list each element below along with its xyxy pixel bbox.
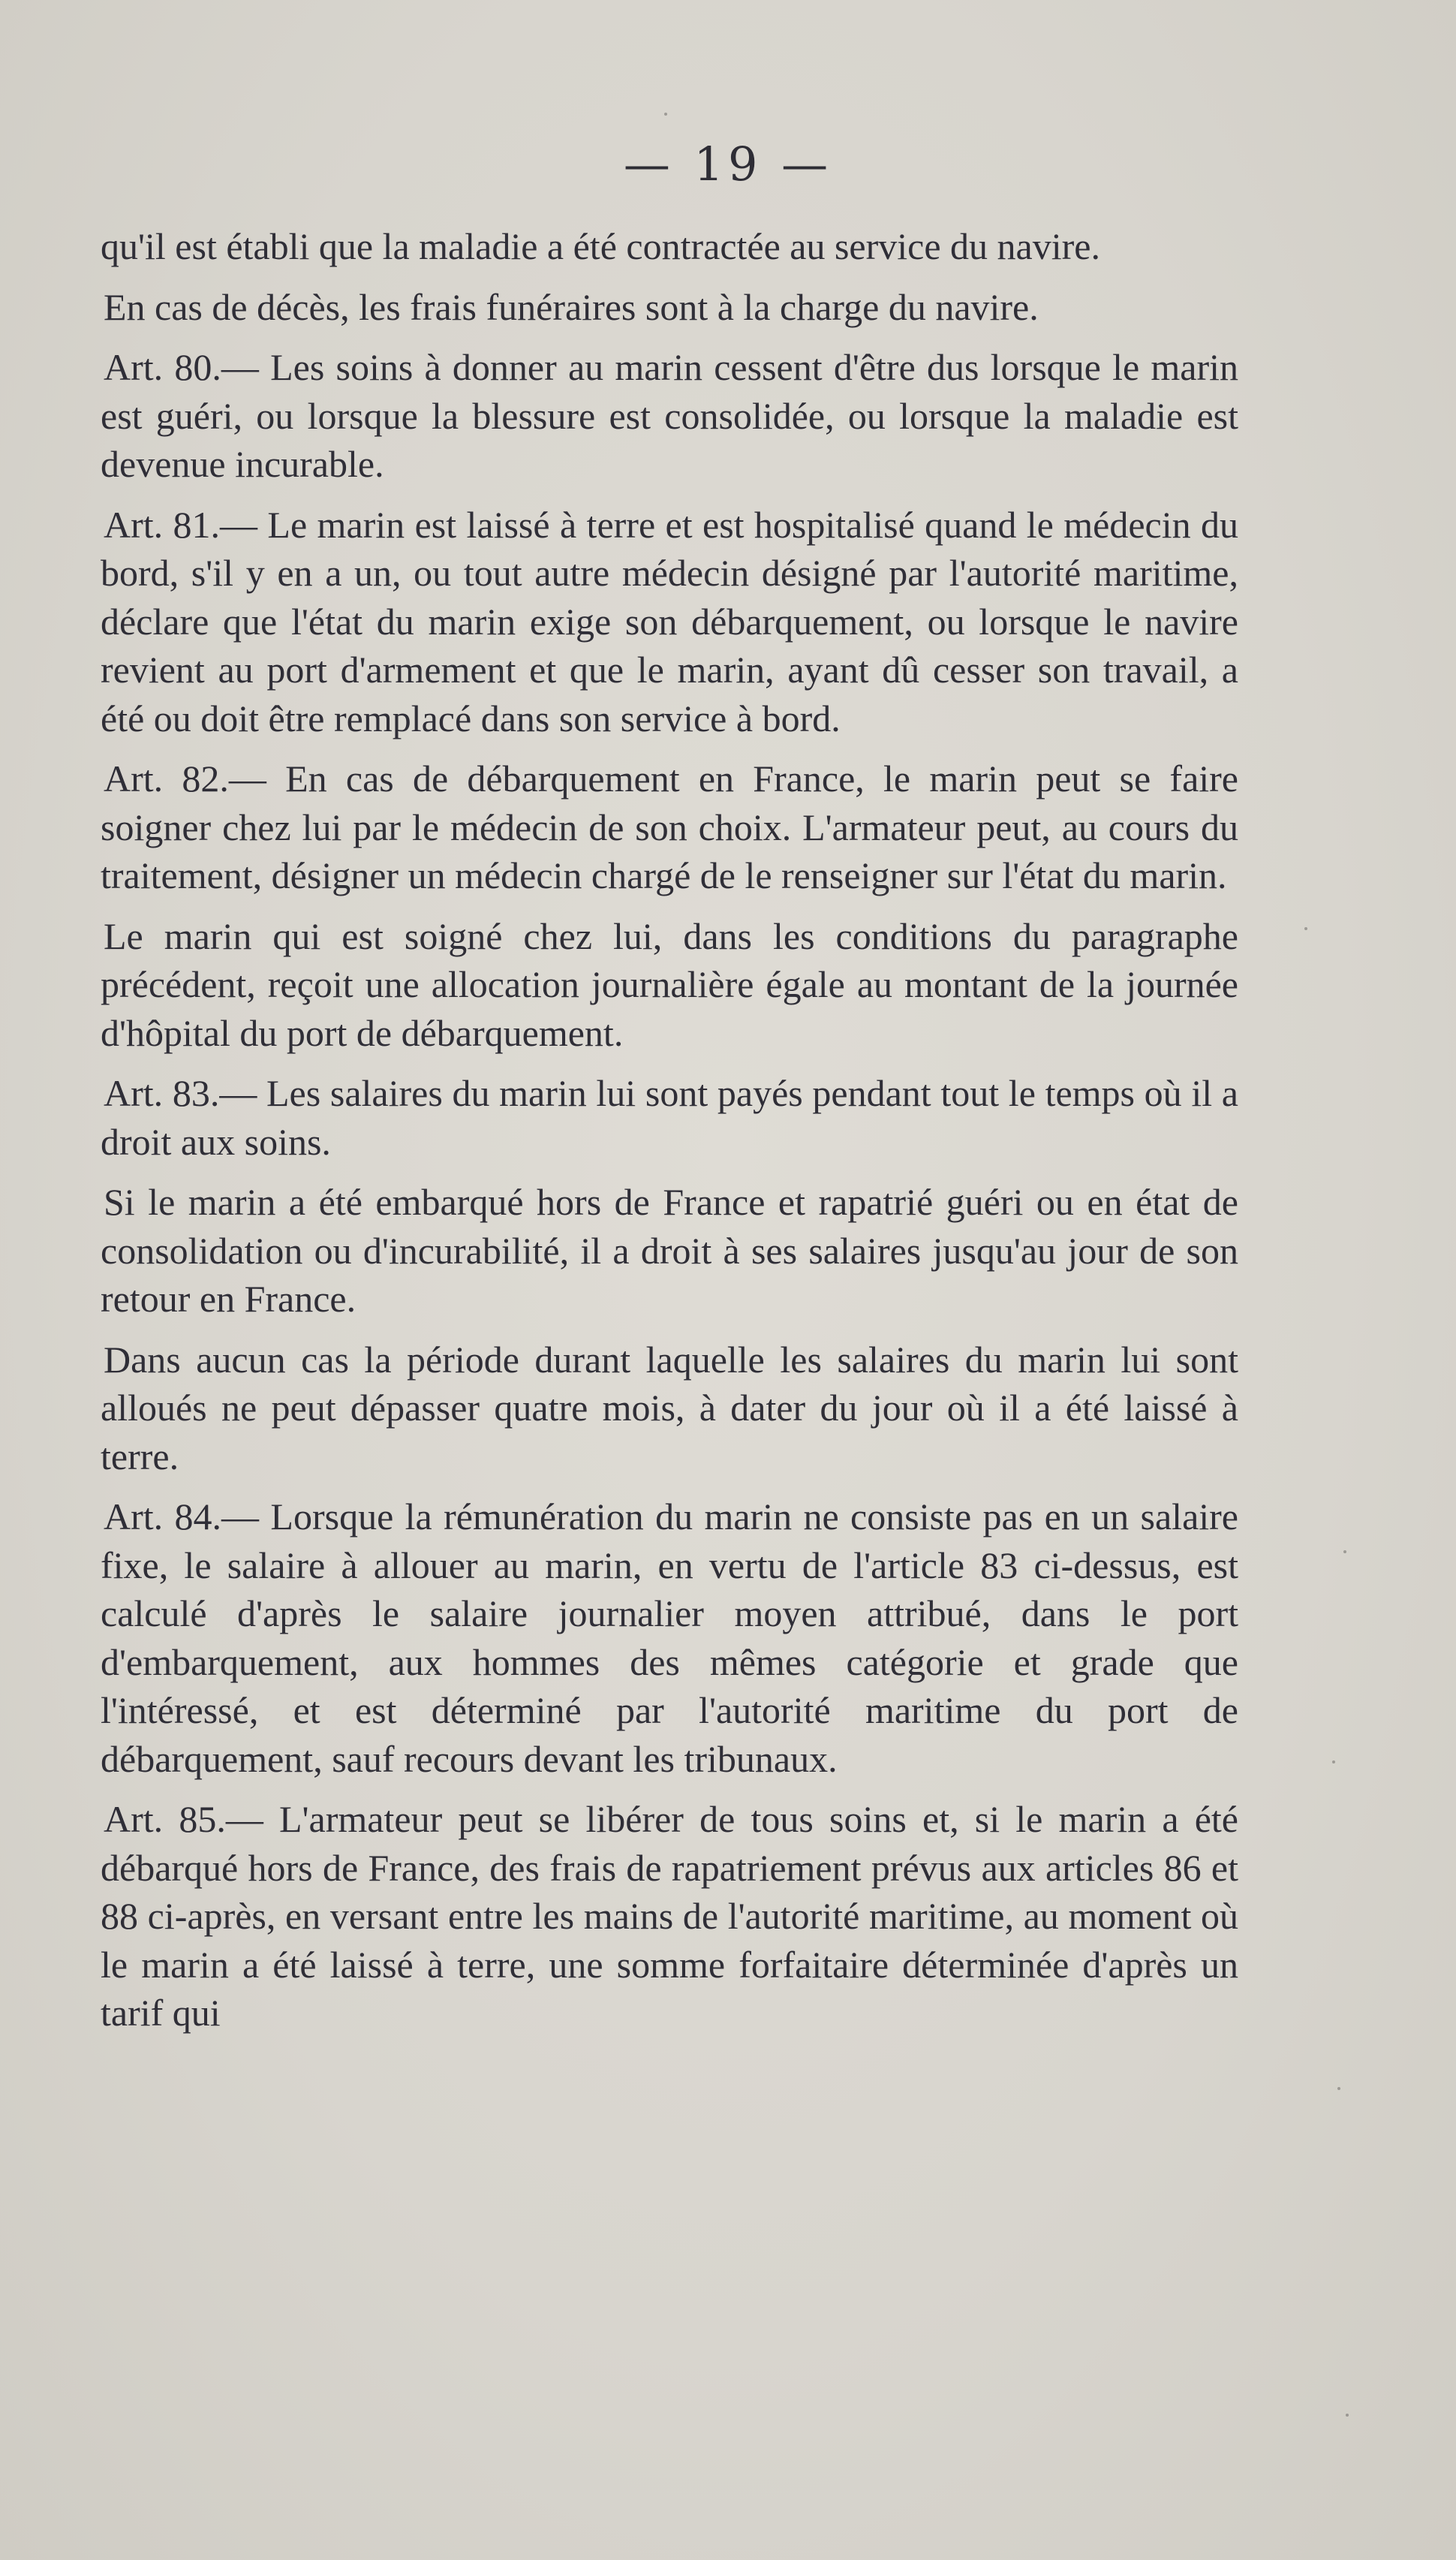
paragraph-art-83-repatriation: Si le marin a été embarqué hors de France et rapatrié guéri ou en état de consolidation ou d'incurabilité, il a droit à ses salaires jusqu'au jour de son retour en France. — [101, 1181, 1238, 1320]
paper-speck — [1304, 927, 1307, 930]
paper-speck — [1346, 2414, 1349, 2417]
paragraph-art-85: Art. 85.— L'armateur peut se libérer de tous soins et, si le marin a été débarqué hors de France, des frais de rapatriement prévus aux articles 86 et 88 ci-après, en versant entre les mains de l'autorité maritime, au moment où le marin a été laissé à terre, une somme forfaitaire déterminée d'après un tarif qui — [101, 1798, 1238, 2034]
paragraph-art-82: Art. 82.— En cas de débarquement en France, le marin peut se faire soigner chez lui par le médecin de son choix. L'armateur peut, au cours du traitement, désigner un médecin chargé de le renseigner sur l'état du marin. — [101, 757, 1238, 896]
paper-speck — [1332, 1760, 1335, 1763]
paragraph-art-81: Art. 81.— Le marin est laissé à terre et est hospitalisé quand le médecin du bord, s'il y en a un, ou tout autre médecin désigné par l'autorité maritime, déclare que l'état du marin exige son débarquement, ou lorsque le navire revient au port d'armement et que le marin, ayant dû cesser son travail, a été ou doit être remplacé dans son service à bord. — [101, 503, 1238, 739]
paragraph-art-83: Art. 83.— Les salaires du marin lui sont payés pendant tout le temps où il a droit aux soins. — [101, 1072, 1238, 1163]
paragraph-art-82-allowance: Le marin qui est soigné chez lui, dans les conditions du paragraphe précédent, reçoit une allocation journalière égale au montant de la journée d'hôpital du port de débarquement. — [101, 914, 1238, 1054]
paragraph-art-84: Art. 84.— Lorsque la rémunération du marin ne consiste pas en un salaire fixe, le salaire à allouer au marin, en vertu de l'article 83 ci-dessus, est calculé d'après le salaire journalier moyen attribué, dans le port d'embarquement, aux hommes des mêmes catégorie et grade que l'intéressé, et est déterminé par l'autorité maritime du port de débarquement, sauf recours devant les tribunaux. — [101, 1495, 1238, 1780]
paragraph-art-80: Art. 80.— Les soins à donner au marin cessent d'être dus lorsque le marin est guéri, ou lorsque la blessure est consolidée, ou lorsque la maladie est devenue incurable. — [101, 346, 1238, 485]
paper-speck — [1337, 2087, 1340, 2090]
paper-speck — [1343, 1550, 1346, 1553]
paragraph-art-83-limit: Dans aucun cas la période durant laquelle les salaires du marin lui sont alloués ne peut dépasser quatre mois, à dater du jour où il a été laissé à terre. — [101, 1338, 1238, 1477]
body-text — [101, 222, 1238, 2050]
page-number: — 19 — — [623, 137, 833, 191]
paper-speck — [664, 113, 667, 116]
paragraph-continuation: qu'il est établi que la maladie a été contractée au service du navire. — [101, 225, 1100, 267]
paragraph-funeral-costs: En cas de décès, les frais funéraires sont à la charge du navire. — [104, 285, 1039, 328]
